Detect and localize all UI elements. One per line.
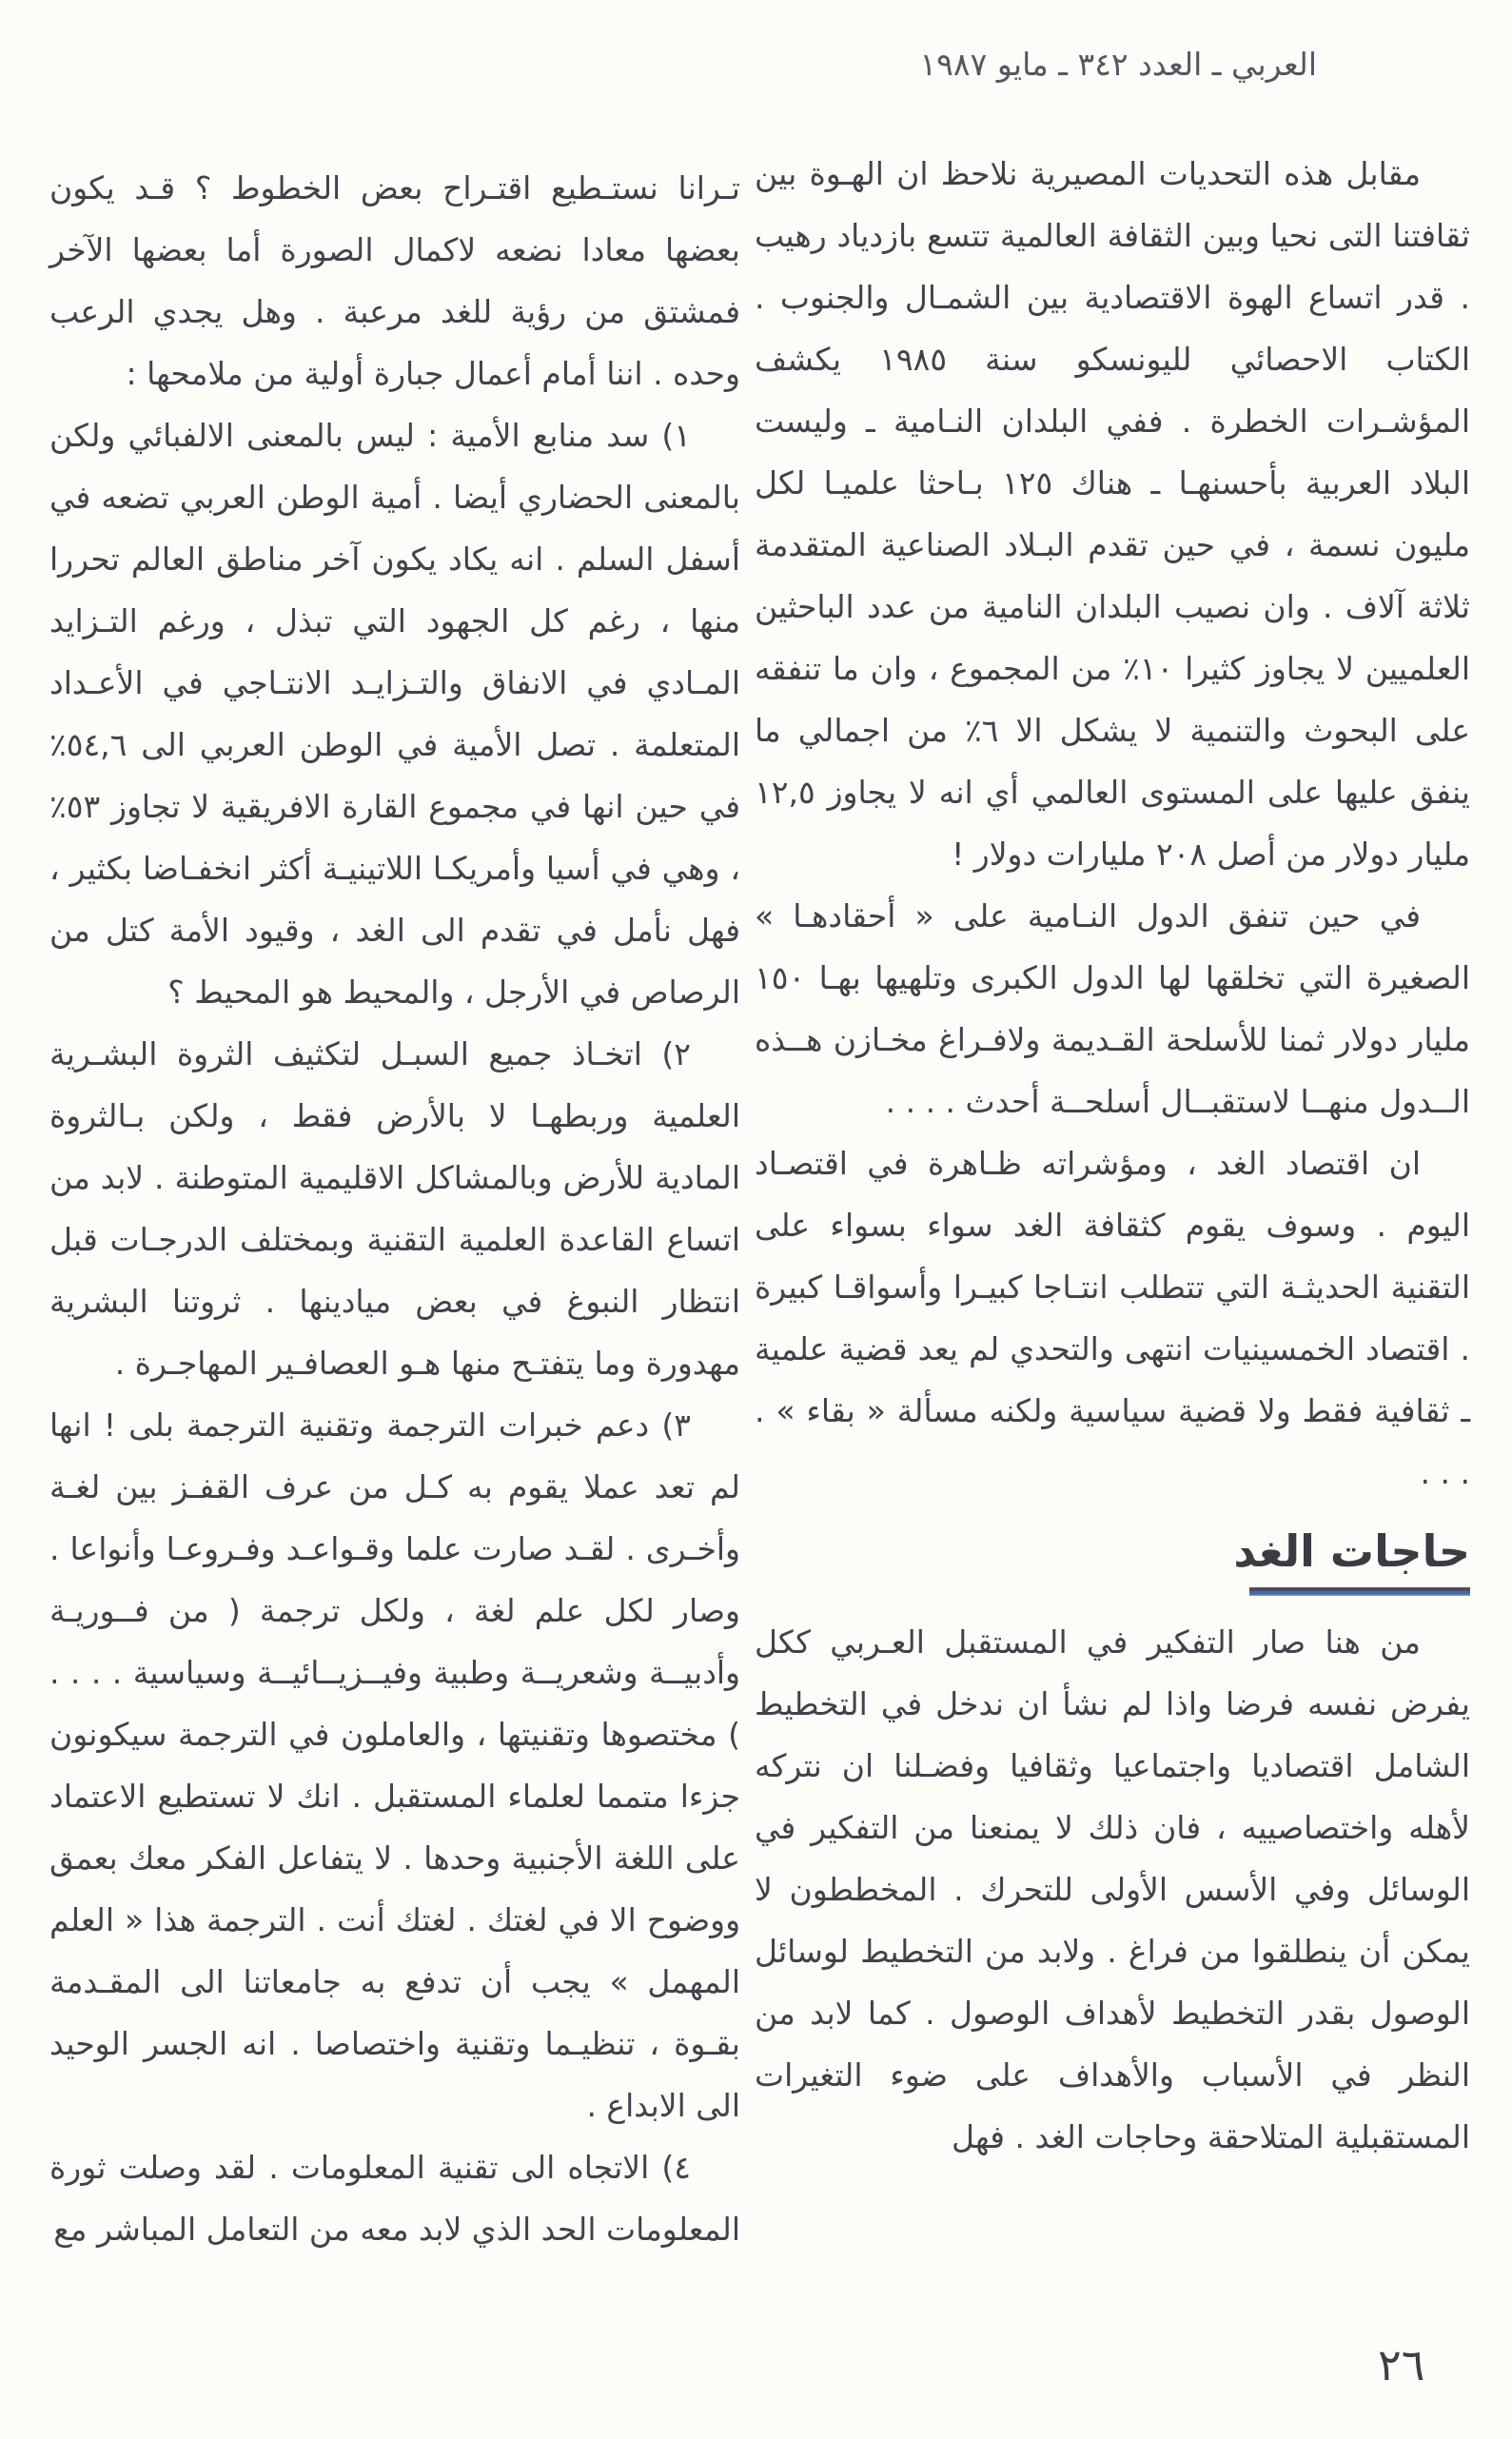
paragraph-proposing-lines: تـرانا نستـطيع اقتـراح بعض الخطوط ؟ قـد يكون بعضها معادا نضعه لاكمال الصورة أما بعضها الآخر فمشتق من رؤية للغد مرعبة . وهل يجدي الرعب وحده . اننا أمام أعمال جبارة أولية من ملامحها : <box>49 169 740 392</box>
list-item-illiteracy: ١) سد منابع الأمية : ليس بالمعنى الالفبائي ولكن بالمعنى الحضاري أيضا . أمية الوطن العربي تضعه في أسفل السلم . انه يكاد يكون آخر مناطق العالم تحررا منها ، رغم كل الجهود التي تبذل ، ورغم التـزايد المـادي في الانفاق والتـزايـد الانتـاجي في الأعـداد المتعلمة . تصل الأمية في الوطن العربي الى ٥٤,٦٪ في حين انها في مجموع القارة الافريقية لا تجاوز ٥٣٪ ، وهي في أسيا وأمريكـا اللاتينيـة أكثر انخفـاضا بكثير ، فهل نأمل في تقدم الى الغد ، وقيود الأمة كتل من الرصاص في الأرجل ، والمحيط هو المحيط ؟ <box>49 417 740 1011</box>
paragraph-challenges: مقابل هذه التحديات المصيرية نلاحظ ان الهـوة بين ثقافتنا التى نحيا وبين الثقافة العالمية تتسع بازدياد رهيب . قدر اتساع الهوة الاقتصادية بين الشمـال والجنوب . الكتاب الاحصائي لليونسكو سنة ١٩٨٥ يكشف المؤشـرات الخطرة . ففي البلدان النـامية ـ وليست البلاد العربية بأحسنهـا ـ هناك ١٢٥ بـاحثا علميـا لكل مليون نسمة ، في حين تقدم البـلاد الصناعية المتقدمة ثلاثة آلاف . وان نصيب البلدان النامية من عدد الباحثين العلميين لا يجاوز كثيرا ١٠٪ من المجموع ، وان ما تنفقه على البحوث والتنمية لا يشكل الا ٦٪ من اجمالي ما ينفق عليها على المستوى العالمي أي انه لا يجاوز ١٢,٥ مليار دولار من أصل ٢٠٨ مليارات دولار ! <box>755 155 1471 873</box>
section-heading-wrap <box>755 1524 1470 1596</box>
list-item-translation: ٣) دعم خبرات الترجمة وتقنية الترجمة بلى ! انها لم تعد عملا يقوم به كـل من عرف القفـز بين لغـة وأخـرى . لقـد صارت علما وقـواعـد وفـروعـا وأنواعا . وصار لكل علم لغة ، ولكل ترجمة ( من فــوريـة وأدبيــة وشعريــة وطبية وفيــزيــائيــة وسياسية . . . . ) مختصوها وتقنيتها ، والعاملون في الترجمة سيكونون جزءا متمما لعلماء المستقبل . انك لا تستطيع الاعتماد على اللغة الأجنبية وحدها . لا يتفاعل الفكر معك بعمق ووضوح الا في لغتك . لغتك أنت . الترجمة هذا « العلم المهمل » يجب أن تدفع به جامعاتنا الى المقـدمة بقـوة ، تنظيـما وتقنية واختصاصا . انه الجسر الوحيد الى الابداع . <box>49 1406 740 2124</box>
section-heading-tomorrows-needs: حاجات الغد <box>1233 1525 1470 1577</box>
right-column <box>755 143 1470 2168</box>
list-item-human-wealth: ٢) اتخـاذ جميع السبـل لتكثيف الثروة البشـرية العلمية وربطهـا لا بالأرض فقط ، ولكن بـالثروة المادية للأرض وبالمشاكل الاقليمية المتوطنة . لابد من اتساع القاعدة العلمية التقنية وبمختلف الدرجـات قبل انتظار النبوغ في بعض ميادينها . ثروتنا البشرية مهدورة وما يتفتـح منها هـو العصافـير المهاجـرة . <box>49 1035 740 1382</box>
list-item-information-technology: ٤) الاتجاه الى تقنية المعلومات . لقد وصلت ثورة المعلومات الحد الذي لابد معه من التعامل المباشر مع <box>49 2149 740 2248</box>
issue-header-line: العربي ـ العدد ٣٤٢ ـ مايو ١٩٨٧ <box>919 46 1317 83</box>
heading-underline-rule <box>1249 1587 1470 1596</box>
left-column <box>49 157 740 2260</box>
paragraph-arms-spending: في حين تنفق الدول النـامية على « أحقادهـا » الصغيرة التي تخلقها لها الدول الكبرى وتلهيها بهـا ١٥٠ مليار دولار ثمنا للأسلحة القـديمة ولافـراغ مخـازن هــذه الــدول منهــا لاستقبــال أسلحــة أحدث . . . . <box>755 897 1470 1120</box>
page-number: ٢٦ <box>1378 2339 1425 2390</box>
paragraph-tomorrow-economy: ان اقتصاد الغد ، ومؤشراته ظـاهرة في اقتصـاد اليوم . وسوف يقوم كثقافة الغد سواء بسواء على التقنية الحديثـة التي تتطلب انتـاجا كبيـرا وأسواقـا كبيرة . اقتصاد الخمسينيات انتهى والتحدي لم يعد قضية علمية ـ ثقافية فقط ولا قضية سياسية ولكنه مسألة « بقاء » . . . . <box>755 1145 1470 1491</box>
paragraph-future-planning: من هنا صار التفكير في المستقبل العـربي ككل يفرض نفسه فرضا واذا لم نشأ ان ندخل في التخطيط الشامل اقتصاديا واجتماعيا وثقافيا وفضـلنا ان نتركه لأهله واختصاصييه ، فان ذلك لا يمنعنا من التفكير في الوسائل وفي الأسس الأولى للتحرك . المخططون لا يمكن أن ينطلقوا من فراغ . ولابد من التخطيط لوسائل الوصول بقدر التخطيط لأهداف الوصول . كما لابد من النظر في الأسباب والأهداف على ضوء التغيرات المستقبلية المتلاحقة وحاجات الغد . فهل <box>755 1623 1470 2155</box>
